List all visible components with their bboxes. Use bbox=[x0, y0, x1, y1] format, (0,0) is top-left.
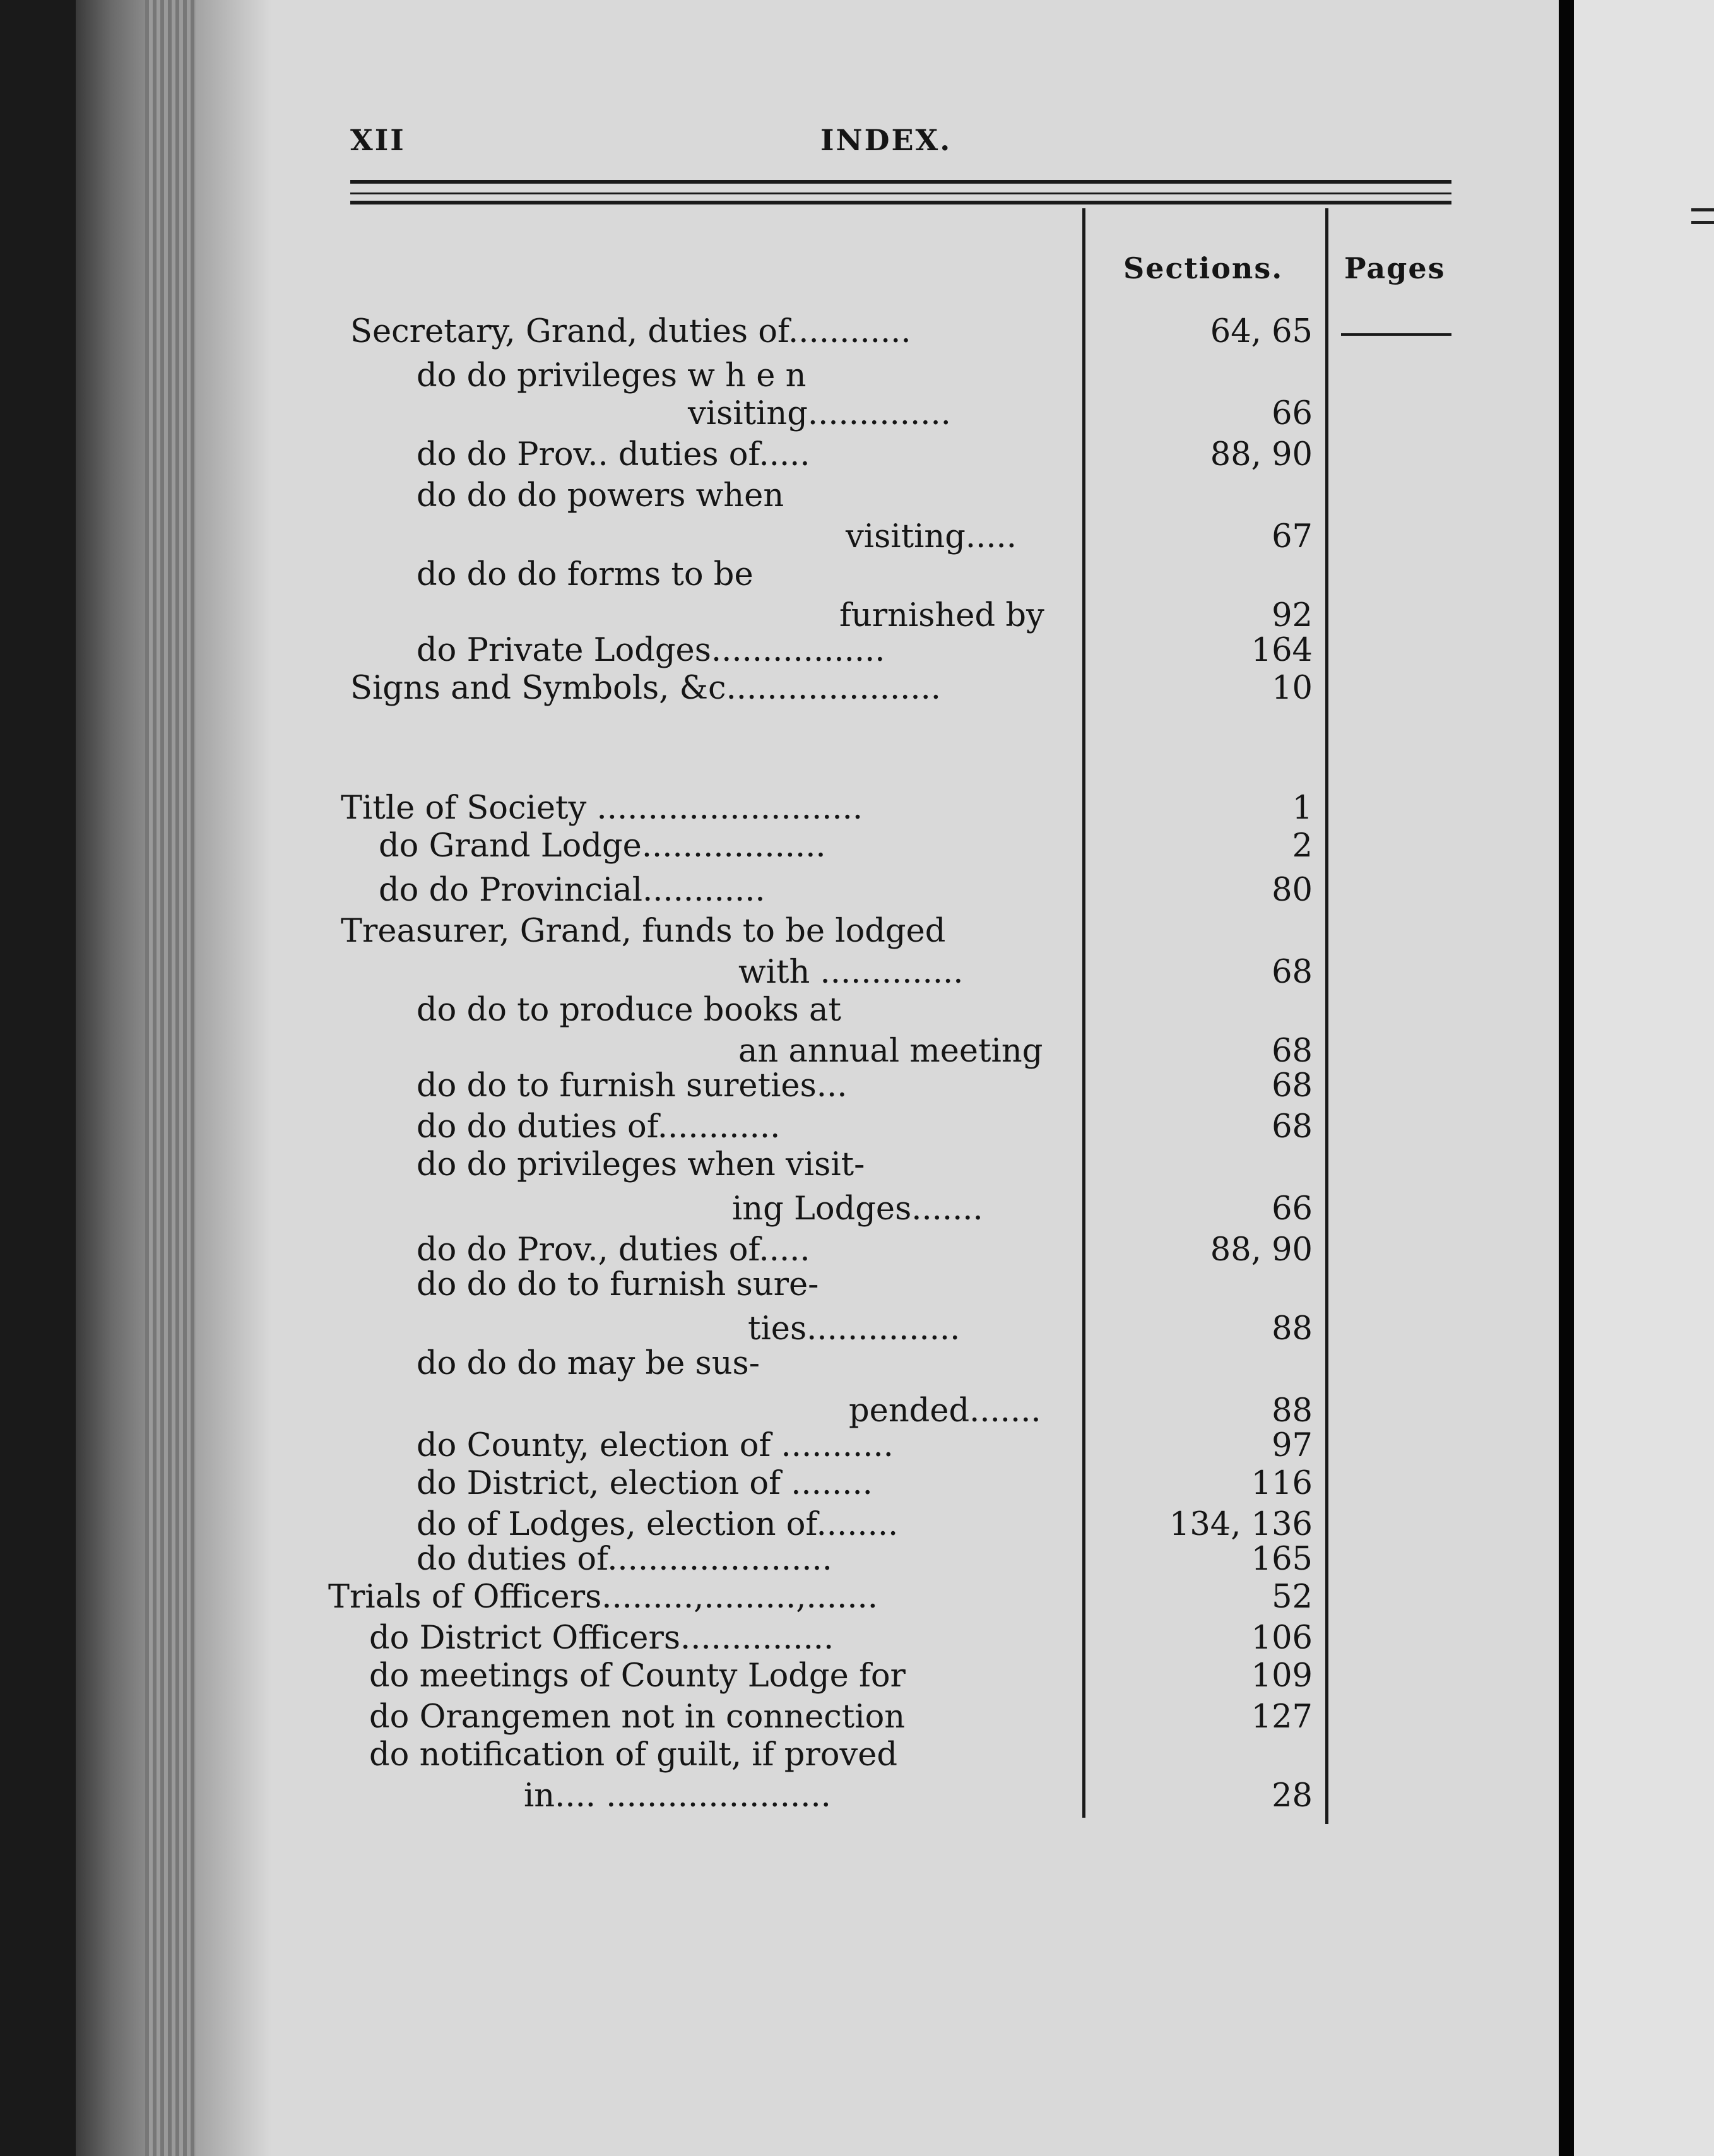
header-rule bbox=[350, 192, 1451, 194]
index-entry-text: do do to furnish sureties... bbox=[417, 1067, 848, 1105]
index-entry-text: pended....... bbox=[849, 1392, 1041, 1430]
index-entry-text: do do duties of............ bbox=[417, 1108, 781, 1146]
index-entry-text: do Private Lodges................. bbox=[417, 632, 885, 669]
index-entry-text: do do to produce books at bbox=[417, 992, 841, 1029]
header-rule bbox=[350, 180, 1451, 184]
page-reference: 2 bbox=[1292, 827, 1313, 865]
page-reference: 164 bbox=[1251, 632, 1313, 669]
index-entry-text: do do do forms to be bbox=[417, 556, 754, 593]
book-gutter bbox=[1559, 0, 1574, 2156]
column-divider bbox=[1325, 208, 1328, 1824]
index-entry-text: do notification of guilt, if proved bbox=[369, 1736, 898, 1774]
page-shadow bbox=[196, 0, 271, 2156]
index-entry-text: visiting.............. bbox=[688, 395, 951, 432]
page-reference: 68 bbox=[1272, 1067, 1313, 1105]
page-reference: 109 bbox=[1251, 1657, 1313, 1695]
index-entry-text: do do Prov., duties of..... bbox=[417, 1231, 810, 1269]
page-number: XII bbox=[350, 123, 406, 157]
index-entry-text: furnished by bbox=[839, 597, 1044, 634]
page-reference: 88 bbox=[1272, 1310, 1313, 1348]
page-reference: 52 bbox=[1272, 1578, 1313, 1616]
section-reference: 88, 90 bbox=[1210, 436, 1313, 473]
page-reference: 66 bbox=[1272, 1190, 1313, 1228]
pages-column-header: Pages bbox=[1344, 251, 1446, 285]
index-entry-text: do do Provincial............ bbox=[379, 872, 765, 909]
section-reference: 64, 65 bbox=[1210, 313, 1313, 350]
index-entry-text: do Orangemen not in connection bbox=[369, 1698, 906, 1736]
index-entry-text: do of Lodges, election of........ bbox=[417, 1506, 899, 1543]
page-reference: 116 bbox=[1251, 1465, 1313, 1502]
index-entry-text: Treasurer, Grand, funds to be lodged bbox=[341, 913, 946, 950]
page-reference: 127 bbox=[1251, 1698, 1313, 1736]
index-entry-text: do do do powers when bbox=[417, 477, 784, 514]
facing-page-mark bbox=[1691, 208, 1714, 211]
index-entry-text: do County, election of ........... bbox=[417, 1427, 894, 1464]
page-reference: 68 bbox=[1272, 1108, 1313, 1146]
index-entry-text: in.... ...................... bbox=[524, 1777, 831, 1815]
page-edges bbox=[145, 0, 196, 2156]
page-reference: 88 bbox=[1272, 1392, 1313, 1430]
section-reference: 88, 90 bbox=[1210, 1231, 1313, 1269]
index-entry-text: visiting..... bbox=[846, 518, 1017, 555]
index-entry-text: do do privileges w h e n bbox=[417, 357, 807, 394]
index-entry-text: Title of Society .......................... bbox=[341, 790, 863, 827]
page-reference: 92 bbox=[1272, 597, 1313, 634]
index-entry-text: Secretary, Grand, duties of............ bbox=[350, 313, 911, 350]
index-entry-text: ties............... bbox=[748, 1310, 960, 1348]
index-entry-text: do District Officers............... bbox=[369, 1620, 834, 1657]
sections-column-header: Sections. bbox=[1123, 251, 1284, 285]
index-entry-text: do do privileges when visit- bbox=[417, 1146, 865, 1183]
page-reference: 68 bbox=[1272, 1033, 1313, 1070]
page-reference: 28 bbox=[1272, 1777, 1313, 1815]
header-rule bbox=[350, 201, 1451, 204]
index-entry-text: Trials of Officers.........,.........,....... bbox=[328, 1578, 878, 1616]
page-reference: 97 bbox=[1272, 1427, 1313, 1464]
index-entry-text: with .............. bbox=[738, 954, 964, 991]
facing-page bbox=[1574, 0, 1714, 2156]
index-entry-text: do Grand Lodge.................. bbox=[379, 827, 826, 865]
page-reference: 80 bbox=[1272, 872, 1313, 909]
page-reference: 67 bbox=[1272, 518, 1313, 555]
index-entry-text: do duties of...................... bbox=[417, 1541, 832, 1578]
index-entry-text: an annual meeting bbox=[738, 1033, 1043, 1070]
index-entry-text: Signs and Symbols, &c..................... bbox=[350, 670, 942, 707]
index-entry-text: do do do to furnish sure- bbox=[417, 1266, 819, 1303]
page-reference: 66 bbox=[1272, 395, 1313, 432]
index-entry-text: do District, election of ........ bbox=[417, 1465, 873, 1502]
section-reference: 134, 136 bbox=[1169, 1506, 1313, 1543]
page-reference: 68 bbox=[1272, 954, 1313, 991]
column-divider bbox=[1082, 208, 1085, 1818]
index-entry-text: do do Prov.. duties of..... bbox=[417, 436, 810, 473]
page-reference: 1 bbox=[1292, 790, 1313, 827]
index-entry-text: do meetings of County Lodge for bbox=[369, 1657, 906, 1695]
index-entry-text: ing Lodges....... bbox=[732, 1190, 983, 1228]
page-reference: 165 bbox=[1251, 1541, 1313, 1578]
page-reference: 106 bbox=[1251, 1620, 1313, 1657]
page-reference: 10 bbox=[1272, 670, 1313, 707]
pages-header-rule bbox=[1341, 333, 1451, 336]
facing-page-mark bbox=[1691, 221, 1714, 224]
page-title: INDEX. bbox=[820, 123, 952, 157]
index-entry-text: do do do may be sus- bbox=[417, 1345, 760, 1382]
